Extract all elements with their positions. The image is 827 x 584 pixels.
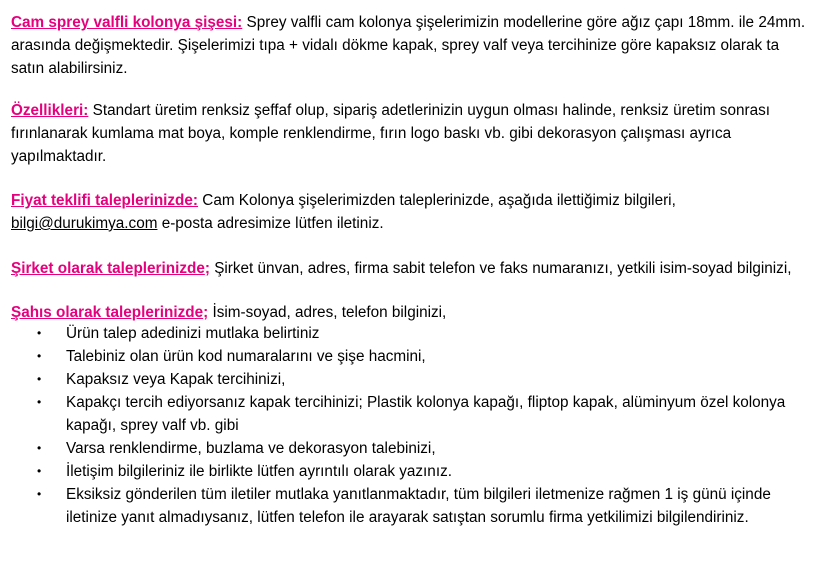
semicolon-sirket: ; bbox=[204, 260, 210, 277]
bullet-icon: • bbox=[37, 372, 42, 386]
text-sirket: Şirket ünvan, adres, firma sabit telefon ve faks numaranızı, yetkili isim-soyad bilginizi, bbox=[209, 260, 792, 277]
list-item-text: Eksiksiz gönderilen tüm iletiler mutlaka yanıtlanmaktadır, tüm bilgileri iletmenize rağmen 1 iş günü içinde iletinize yanıt almadıysanız, lütfen telefon ile arayarak satıştan sorumlu firma yetkilimizi bilgilendiriniz. bbox=[66, 486, 771, 526]
semicolon-sahis: ; bbox=[203, 304, 209, 321]
bullet-icon: • bbox=[37, 349, 42, 363]
text-sahis: İsim-soyad, adres, telefon bilginizi, bbox=[208, 304, 447, 321]
paragraph-cam-sprey bbox=[11, 11, 816, 80]
list-item-text: Varsa renklendirme, buzlama ve dekorasyon talebinizi, bbox=[66, 440, 436, 457]
list-item bbox=[11, 368, 816, 391]
bullet-icon: • bbox=[37, 395, 42, 409]
bullet-icon: • bbox=[37, 441, 42, 455]
bullet-icon: • bbox=[37, 464, 42, 478]
list-item-text: İletişim bilgileriniz ile birlikte lütfen ayrıntılı olarak yazınız. bbox=[66, 463, 452, 480]
paragraph-sahis bbox=[11, 301, 816, 324]
list-item bbox=[11, 460, 816, 483]
email-link[interactable]: bilgi@durukimya.com bbox=[11, 215, 158, 232]
list-item bbox=[11, 437, 816, 460]
paragraph-sirket bbox=[11, 257, 816, 280]
paragraph-fiyat-teklifi bbox=[11, 189, 711, 235]
list-item bbox=[11, 322, 816, 345]
text-cam-sprey: Sprey valfli cam kolonya şişelerimizin modellerine göre ağız çapı 18mm. ile 24mm. arasında değişmektedir. Şişelerimizi tıpa + vidalı dökme kapak, sprey valf veya tercihinize göre kapaksız olarak ta satın alabilirsiniz. bbox=[11, 14, 806, 77]
heading-sirket: Şirket olarak taleplerinizde bbox=[11, 260, 205, 277]
bullet-icon: • bbox=[37, 326, 42, 340]
text-fiyat-before: Cam Kolonya şişelerimizden taleplerinizde, aşağıda ilettiğimiz bilgileri, bbox=[198, 192, 676, 209]
text-ozellikler: Standart üretim renksiz şeffaf olup, sipariş adetlerinizin uygun olması halinde, renksiz üretim sonrası fırınlanarak kumlama mat boya, komple renklendirme, fırın logo baskı vb. gibi dekorasyon çalışması ayrıca yapılmaktadır. bbox=[11, 102, 770, 165]
heading-ozellikler: Özellikleri: bbox=[11, 102, 89, 119]
requirements-list bbox=[11, 322, 816, 529]
list-item-text: Kapakçı tercih ediyorsanız kapak tercihinizi; Plastik kolonya kapağı, fliptop kapak, alüminyum özel kolonya kapağı, sprey valf vb. gibi bbox=[66, 394, 786, 434]
text-fiyat-after: e-posta adresimize lütfen iletiniz. bbox=[157, 215, 384, 232]
paragraph-ozellikler bbox=[11, 99, 816, 168]
list-item bbox=[11, 391, 816, 437]
heading-sahis: Şahıs olarak taleplerinizde bbox=[11, 304, 204, 321]
list-item-text: Talebiniz olan ürün kod numaralarını ve şişe hacmini, bbox=[66, 348, 426, 365]
heading-fiyat-teklifi: Fiyat teklifi taleplerinizde: bbox=[11, 192, 199, 209]
list-item bbox=[11, 345, 816, 368]
heading-cam-sprey: Cam sprey valfli kolonya şişesi: bbox=[11, 14, 243, 31]
bullet-icon: • bbox=[37, 487, 42, 501]
list-item bbox=[11, 483, 816, 529]
list-item-text: Ürün talep adedinizi mutlaka belirtiniz bbox=[66, 325, 320, 342]
list-item-text: Kapaksız veya Kapak tercihinizi, bbox=[66, 371, 286, 388]
